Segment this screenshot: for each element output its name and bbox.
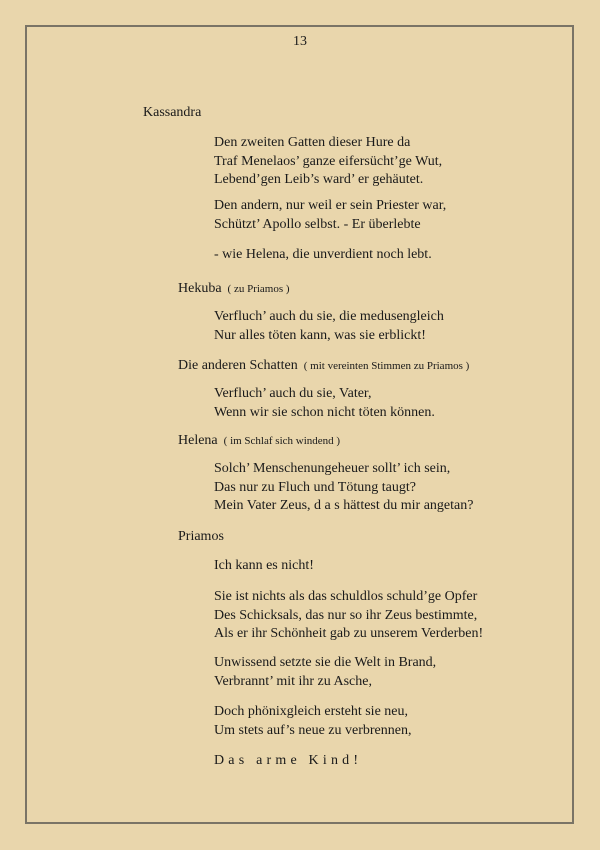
verse-line: Schützt’ Apollo selbst. - Er überlebte [214,216,421,232]
verse-line: Um stets auf’s neue zu verbrennen, [214,722,412,738]
verse-line: Als er ihr Schönheit gab zu unserem Verderben! [214,626,484,641]
speaker-name: Priamos [178,529,224,544]
speaker-name: Die anderen Schatten [178,358,298,373]
page-number: 13 [293,34,307,49]
speaker-name: Hekuba [178,281,222,296]
verse-line: Ich kann es nicht! [214,558,314,573]
verse-line-emphasized: Das arme Kind! [214,753,363,768]
stage-direction: ( im Schlaf sich windend ) [223,435,341,447]
stage-direction: ( zu Priamos ) [227,283,290,295]
verse-line: - wie Helena, die unverdient noch lebt. [214,247,432,262]
verse-line: Mein Vater Zeus, d a s hättest du mir angetan? [214,498,474,513]
verse-stanza [214,385,435,422]
verse-line: Das nur zu Fluch und Tötung taugt? [214,479,416,495]
verse-line: Verfluch’ auch du sie, Vater, [214,386,372,401]
verse-stanza [214,588,483,644]
verse-stanza [214,246,432,265]
verse-line: Lebend’gen Leib’s ward’ er gehäutet. [214,172,424,187]
verse-stanza [214,557,314,576]
verse-stanza [214,460,473,516]
verse-stanza [214,654,436,691]
verse-line: Doch phönixgleich ersteht sie neu, [214,704,409,719]
speaker-name: Helena [178,433,218,448]
verse-line: Wenn wir sie schon nicht töten können. [214,404,435,420]
verse-line: Nur alles töten kann, was sie erblickt! [214,327,426,343]
verse-line: Unwissend setzte sie die Welt in Brand, [214,655,437,670]
verse-line: Den andern, nur weil er sein Priester war, [214,198,447,213]
verse-line: Verfluch’ auch du sie, die medusengleich [214,309,444,324]
verse-stanza [214,308,444,345]
verse-stanza [214,703,411,740]
verse-line: Solch’ Menschenungeheuer sollt’ ich sein, [214,461,451,476]
verse-line: Den zweiten Gatten dieser Hure da [214,135,411,150]
speaker-priamos [178,528,224,546]
verse-stanza [214,134,442,190]
verse-line: Des Schicksals, das nur so ihr Zeus bestimmte, [214,607,478,623]
verse-stanza [214,752,362,771]
speaker-schatten [178,357,469,375]
verse-line: Verbrannt’ mit ihr zu Asche, [214,673,372,689]
verse-line: Sie ist nichts als das schuldlos schuld’ge Opfer [214,589,478,604]
speaker-name: Kassandra [143,105,202,120]
speaker-hekuba [178,280,290,298]
verse-line: Traf Menelaos’ ganze eifersücht’ge Wut, [214,153,443,169]
verse-stanza [214,197,446,234]
speaker-kassandra [143,104,201,122]
speaker-helena [178,432,340,450]
stage-direction: ( mit vereinten Stimmen zu Priamos ) [303,360,470,372]
